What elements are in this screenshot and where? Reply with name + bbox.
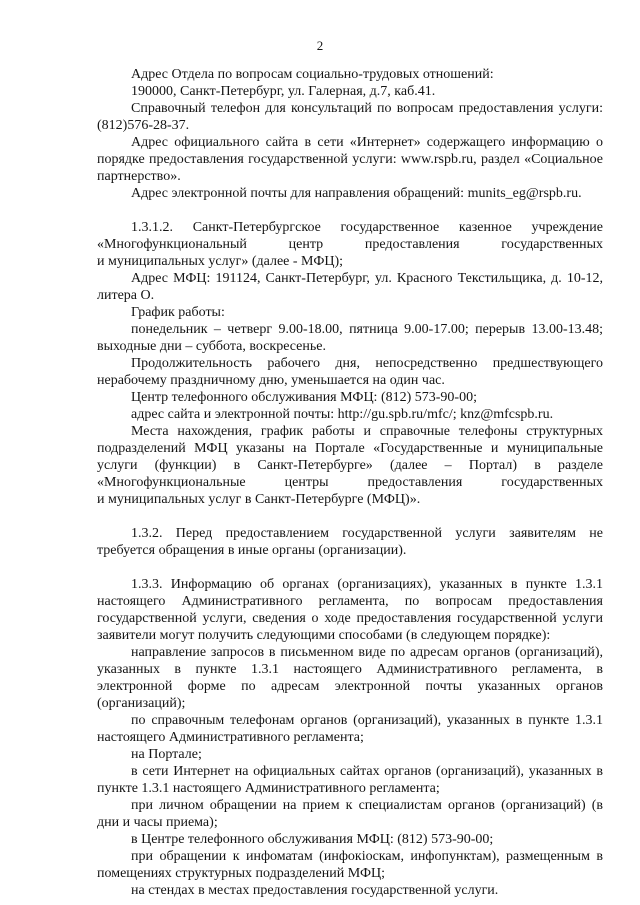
mfc-intro-line: «Многофункциональный центр предоставления государственных bbox=[97, 237, 603, 252]
mfc-call-center: Центр телефонного обслуживания МФЦ: (812) 573-90-00; bbox=[131, 390, 477, 405]
otdel-website: Адрес официального сайта в сети «Интернет» содержащего информацию о порядке предоставления государственной услуги: www.rspb.ru, раздел «Социальное партнерство». bbox=[97, 135, 603, 184]
mfc-schedule-label: График работы: bbox=[131, 305, 225, 320]
mfc-duration: Продолжительность рабочего дня, непосредственно предшествующего нерабочему праздничному дню, уменьшается на один час. bbox=[97, 356, 603, 388]
section-1-3-2: 1.3.2. Перед предоставлением государственной услуги заявителям не требуется обращения в иные органы (организации). bbox=[97, 526, 603, 558]
mfc-site-email: адрес сайта и электронной почты: http://gu.spb.ru/mfc/; knz@mfcspb.ru. bbox=[131, 407, 554, 422]
mfc-intro bbox=[97, 219, 603, 270]
mfc-intro-line: и муниципальных услуг» (далее - МФЦ); bbox=[97, 254, 344, 269]
page-number: 2 bbox=[316, 38, 324, 53]
otdel-email: Адрес электронной почты для направления обращений: munits_eg@rspb.ru. bbox=[131, 186, 582, 201]
mfc-locations-line: и муниципальных услуг в Санкт-Петербурге (МФЦ)». bbox=[97, 492, 421, 507]
mfc-locations-line: услуги (функции) в Санкт-Петербурге» (далее – Портал) в разделе bbox=[97, 458, 603, 473]
otdel-address: 190000, Санкт-Петербург, ул. Галерная, д.7, каб.41. bbox=[131, 84, 436, 99]
otdel-address-label: Адрес Отдела по вопросам социально-трудовых отношений: bbox=[131, 67, 494, 82]
method-item: направление запросов в письменном виде по адресам органов (организаций), указанных в пункте 1.3.1 настоящего Административного регламента, в электронной форме по адресам электронной почты указанных органов (организаций); bbox=[97, 645, 603, 711]
document-body bbox=[97, 66, 603, 899]
method-item: на Портале; bbox=[131, 747, 202, 762]
method-item: по справочным телефонам органов (организаций), указанных в пункте 1.3.1 настоящего Административного регламента; bbox=[97, 713, 603, 745]
method-item: в сети Интернет на официальных сайтах органов (организаций), указанных в пункте 1.3.1 настоящего Административного регламента; bbox=[97, 764, 603, 796]
method-item: на стендах в местах предоставления государственной услуги. bbox=[131, 883, 499, 898]
mfc-locations-line: подразделений МФЦ указаны на Портале «Государственные и муниципальные bbox=[97, 441, 603, 456]
mfc-locations-line: «Многофункциональные центры предоставления государственных bbox=[97, 475, 603, 490]
mfc-locations bbox=[97, 423, 603, 508]
method-item: при личном обращении на прием к специалистам органов (организаций) (в дни и часы приема); bbox=[97, 798, 603, 830]
method-item: при обращении к инфоматам (инфокioскам, инфопунктам), размещенным в помещениях структурных подразделений МФЦ; bbox=[97, 849, 603, 881]
mfc-address: Адрес МФЦ: 191124, Санкт-Петербург, ул. Красного Текстильщика, д. 10-12, литера О. bbox=[97, 271, 603, 303]
section-1-3-3-intro: 1.3.3. Информацию об органах (организациях), указанных в пункте 1.3.1 настоящего Административного регламента, по вопросам предоставления государственной услуги, сведения о ходе предоставления государственной услуги заявители могут получить следующими способами (в следующем порядке): bbox=[97, 577, 603, 643]
mfc-intro-line: 1.3.1.2. Санкт-Петербургское государственное казенное учреждение bbox=[131, 220, 603, 235]
mfc-locations-line: Места нахождения, график работы и справочные телефоны структурных bbox=[131, 424, 603, 439]
mfc-schedule: понедельник – четверг 9.00-18.00, пятница 9.00-17.00; перерыв 13.00-13.48; выходные дни – суббота, воскресенье. bbox=[97, 322, 603, 354]
method-item: в Центре телефонного обслуживания МФЦ: (812) 573-90-00; bbox=[131, 832, 494, 847]
otdel-phone: Справочный телефон для консультаций по вопросам предоставления услуги: (812)576-28-37. bbox=[97, 101, 603, 133]
